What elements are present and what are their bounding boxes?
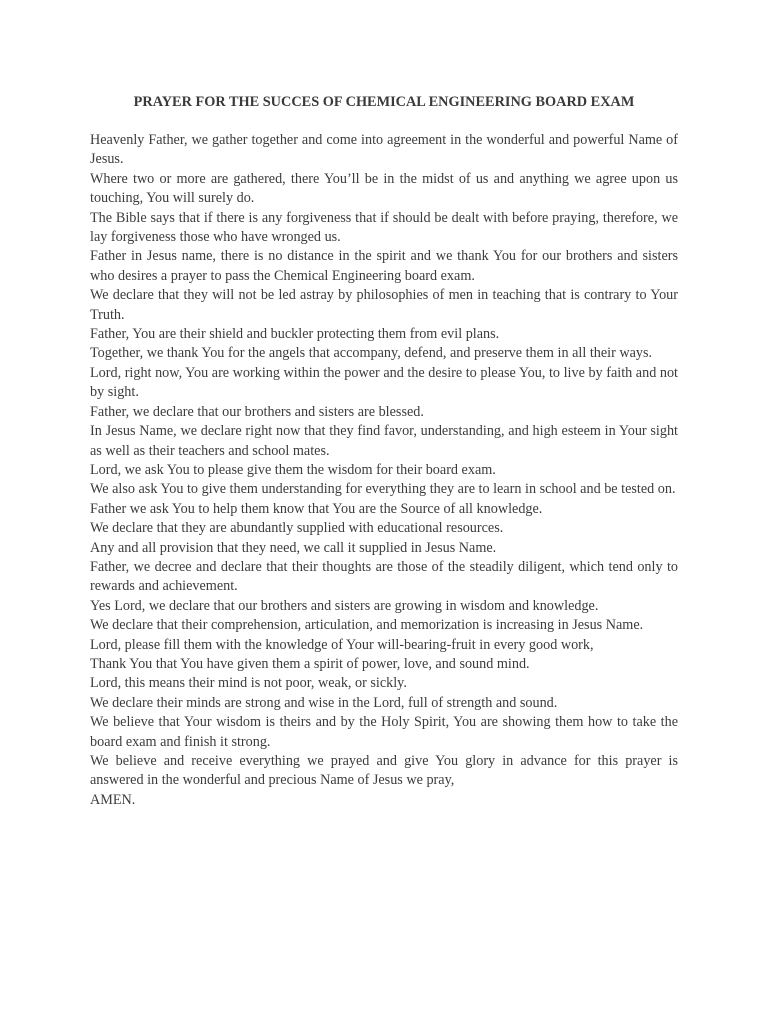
- paragraph: We declare that they will not be led astray by philosophies of men in teaching that is contrary to Your Truth.: [90, 287, 678, 323]
- document-body: [90, 131, 678, 810]
- paragraph: Father, You are their shield and buckler protecting them from evil plans.: [90, 326, 500, 343]
- document-title: PRAYER FOR THE SUCCES OF CHEMICAL ENGINEERING BOARD EXAM: [133, 94, 635, 110]
- paragraph: We declare that their comprehension, articulation, and memorization is increasing in Jesus Name.: [90, 617, 644, 634]
- paragraph: We believe that Your wisdom is theirs and by the Holy Spirit, You are showing them how to take the board exam and finish it strong.: [90, 714, 678, 750]
- paragraph: Where two or more are gathered, there You’ll be in the midst of us and anything we agree upon us touching, You will surely do.: [90, 170, 678, 207]
- paragraph: Lord, this means their mind is not poor, weak, or sickly.: [90, 675, 407, 692]
- paragraph: The Bible says that if there is any forgiveness that if should be dealt with before praying, therefore, we lay forgiveness those who have wronged us.: [90, 209, 678, 246]
- paragraph: We declare their minds are strong and wise in the Lord, full of strength and sound.: [90, 694, 558, 711]
- paragraph: We believe and receive everything we prayed and give You glory in advance for this prayer is answered in the wonderful and precious Name of Jesus we pray,: [90, 753, 678, 789]
- paragraph: Lord, right now, You are working within the power and the desire to please You, to live by faith and not by sight.: [90, 364, 678, 401]
- paragraph: Yes Lord, we declare that our brothers and sisters are growing in wisdom and knowledge.: [90, 597, 599, 614]
- paragraph: We declare that they are abundantly supplied with educational resources.: [90, 520, 504, 537]
- paragraph: Thank You that You have given them a spirit of power, love, and sound mind.: [90, 655, 530, 672]
- paragraph: Any and all provision that they need, we call it supplied in Jesus Name.: [90, 539, 497, 556]
- paragraph: Heavenly Father, we gather together and come into agreement in the wonderful and powerful Name of Jesus.: [90, 132, 678, 168]
- closing-amen: AMEN.: [90, 791, 136, 808]
- paragraph: Father in Jesus name, there is no distance in the spirit and we thank You for our brothers and sisters who desires a prayer to pass the Chemical Engineering board exam.: [90, 248, 678, 284]
- paragraph: Father, we decree and declare that their thoughts are those of the steadily diligent, which tend only to rewards and achievement.: [90, 558, 678, 595]
- paragraph: Lord, we ask You to please give them the wisdom for their board exam.: [90, 461, 496, 478]
- paragraph: In Jesus Name, we declare right now that they find favor, understanding, and high esteem in Your sight as well as their teachers and school mates.: [90, 423, 678, 459]
- paragraph: Father we ask You to help them know that You are the Source of all knowledge.: [90, 500, 543, 517]
- paragraph: Together, we thank You for the angels that accompany, defend, and preserve them in all their ways.: [90, 345, 653, 362]
- paragraph: Father, we declare that our brothers and sisters are blessed.: [90, 403, 424, 420]
- paragraph: Lord, please fill them with the knowledge of Your will-bearing-fruit in every good work,: [90, 636, 594, 653]
- paragraph: We also ask You to give them understanding for everything they are to learn in school and be tested on.: [90, 481, 676, 498]
